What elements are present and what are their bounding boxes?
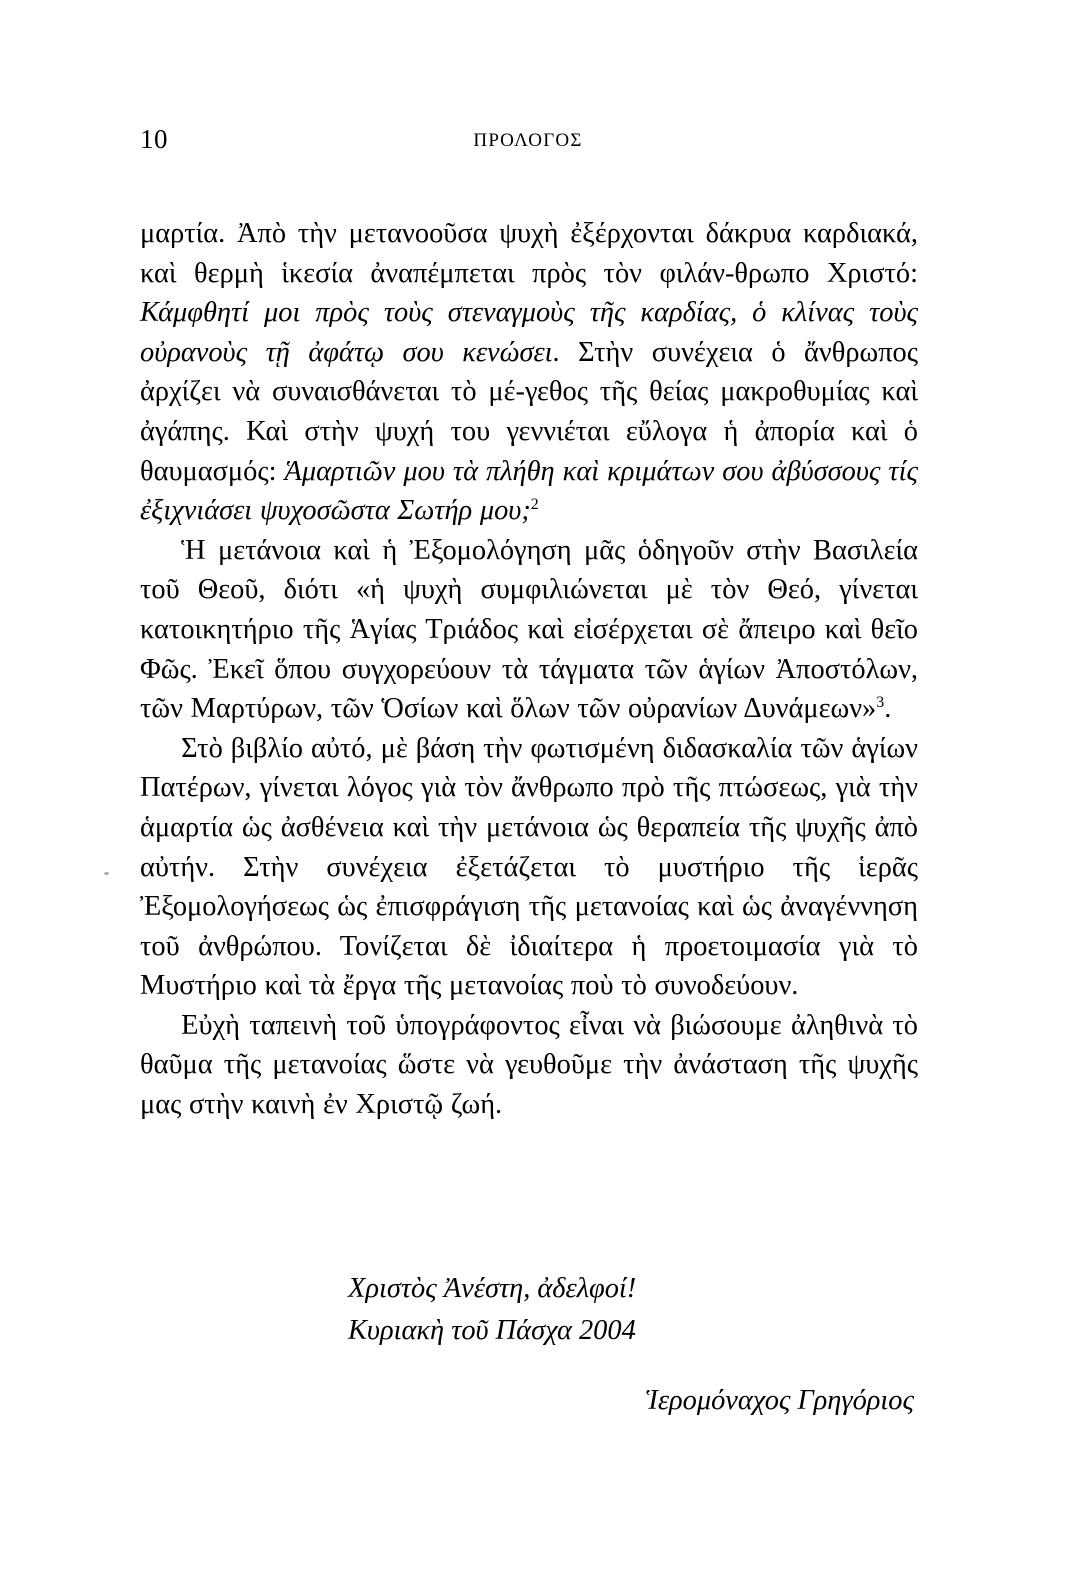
footnote-marker-3[interactable]: 3 — [876, 694, 885, 712]
closing-greeting: Χριστὸς Ἀνέστη, ἀδελφοί! — [348, 1273, 637, 1304]
paragraph-2-tail: . — [884, 693, 892, 725]
paragraph-3-text: Στὸ βιβλίο αὐτό, μὲ βάση τὴν φωτισμένη διδασκαλία τῶν ἁγίων Πατέρων, γίνεται λόγος γιὰ τὸν ἄνθρωπο πρὸ τῆς πτώσεως, γιὰ τὴν ἁμαρτία ὡς ἀσθένεια καὶ τὴν μετάνοια ὡς θεραπεία τῆς ψυχῆς ἀπὸ αὐτήν. Στὴν συνέχεια ἐξετάζεται τὸ μυστήριο τῆς ἱερᾶς Ἐξομολογήσεως ὡς ἐπισφράγιση τῆς μετανοίας καὶ ὡς ἀναγέννηση τοῦ ἀνθρώπου. Τονίζεται δὲ ἰδιαίτερα ἡ προετοιμασία γιὰ τὸ Μυστήριο καὶ τὰ ἔργα τῆς μετανοίας ποὺ τὸ συνοδεύουν. — [140, 732, 918, 1002]
footnote-marker-2[interactable]: 2 — [530, 496, 539, 514]
paragraph-3 — [140, 729, 918, 1006]
paragraph-2 — [140, 531, 918, 729]
running-head-title: ΠΡΟΛΟΓΟΣ — [473, 130, 583, 151]
paragraph-4-text: Εὐχὴ ταπεινὴ τοῦ ὑπογράφοντος εἶναι νὰ βιώσουμε ἀληθινὰ τὸ θαῦμα τῆς μετανοίας ὥστε νὰ γευθοῦμε τὴν ἀνάσταση τῆς ψυχῆς μας στὴν καινὴ ἐν Χριστῷ ζωή. — [140, 1009, 918, 1121]
page-number: 10 — [140, 124, 168, 154]
paragraph-2-text: Ἡ μετάνοια καὶ ἡ Ἐξομολόγηση μᾶς ὁδηγοῦν στὴν Βασιλεία τοῦ Θεοῦ, διότι «ἡ ψυχὴ συμφιλιώνεται μὲ τὸν Θεό, γίνεται κατοικητήριο τῆς Ἁγίας Τριάδος καὶ εἰσέρχεται σὲ ἄπειρο καὶ θεῖο Φῶς. Ἐκεῖ ὅπου συγχορεύουν τὰ τάγματα τῶν ἁγίων Ἀποστόλων, τῶν Μαρτύρων, τῶν Ὁσίων καὶ ὅλων τῶν οὐρανίων Δυνάμεων» — [140, 534, 918, 725]
paragraph-1 — [140, 214, 918, 531]
paragraph-1-quote-b: Ἁμαρτιῶν μου τὰ πλήθη καὶ κριμάτων σου ἀβύσσους τίς ἐξιχνιάσει ψυχοσῶστα Σωτήρ μου; — [140, 455, 918, 527]
paragraph-1-run-a: μαρτία. Ἀπὸ τὴν μετανοοῦσα ψυχὴ ἐξέρχονται δάκρυα καρδιακά, καὶ θερμὴ ἱκεσία ἀναπέμπεται πρὸς τὸν φιλάν-θρωπο Χριστό: — [140, 218, 918, 289]
running-head — [140, 122, 916, 156]
paragraph-1-quote-a: Κάμφθητί μοι πρὸς τοὺς στεναγμοὺς τῆς καρδίας, ὁ κλίνας τοὺς οὐρανοὺς τῇ ἀφάτῳ σου κενώσει — [140, 297, 918, 368]
scan-artifact-speck — [104, 872, 109, 875]
author-signature: Ἱερομόναχος Γρηγόριος — [645, 1385, 914, 1416]
paragraph-4 — [140, 1006, 918, 1125]
closing-block — [140, 1268, 918, 1422]
body-text-block — [140, 214, 918, 1125]
paragraph-1-run-b: . Στὴν συνέχεια ὁ ἄνθρωπος ἀρχίζει νὰ συναισθάνεται τὸ μέ-γεθος τῆς θείας μακροθυμίας καὶ ἀγάπης. Καὶ στὴν ψυχή του γεννιέται εὔλογα ἡ ἀπορία καὶ ὁ θαυμασμός: — [140, 336, 918, 487]
closing-date: Κυριακὴ τοῦ Πάσχα 2004 — [348, 1315, 636, 1346]
